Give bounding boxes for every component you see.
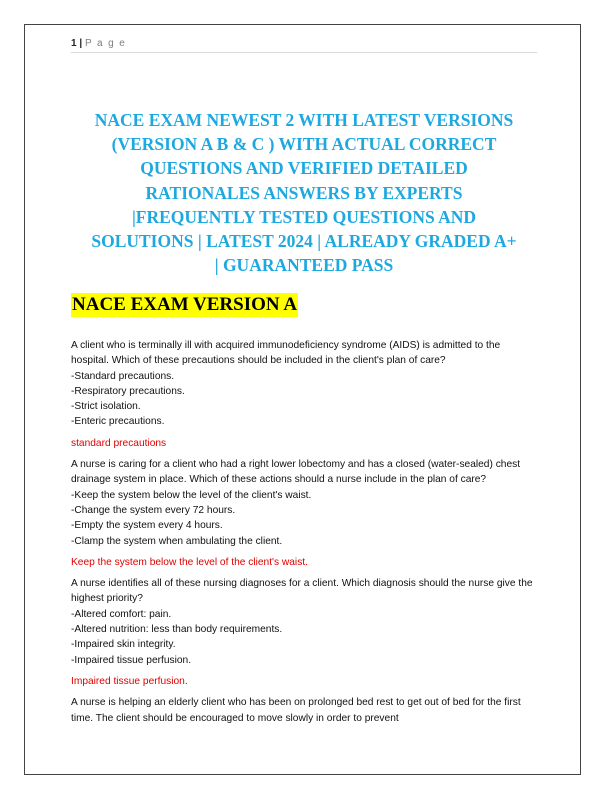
answer-option: -Standard precautions. — [71, 370, 175, 382]
question-stem: highest priority? — [71, 593, 143, 605]
correct-answer: Keep the system below the level of the client's waist. — [71, 556, 308, 568]
answer-option: -Respiratory precautions. — [71, 385, 185, 397]
page-label: P a g e — [84, 38, 127, 49]
title-line: |FREQUENTLY TESTED QUESTIONS AND — [131, 206, 477, 227]
correct-answer: standard precautions — [71, 437, 167, 449]
question-list — [71, 338, 541, 726]
answer-option: -Change the system every 72 hours. — [71, 504, 236, 516]
question-stem: A client who is terminally ill with acquired immunodeficiency syndrome (AIDS) is admitted to the — [71, 340, 501, 351]
question-stem: drainage system in place. Which of these actions should a nurse include in the plan of care? — [71, 474, 487, 486]
title-line: RATIONALES ANSWERS BY EXPERTS — [145, 182, 463, 203]
section-heading: NACE EXAM VERSION A — [72, 294, 298, 315]
question-block — [71, 576, 541, 695]
question-block — [71, 338, 541, 457]
question-stem: A nurse is helping an elderly client who has been on prolonged bed rest to get out of bed for the first — [71, 697, 521, 709]
answer-option: -Clamp the system when ambulating the client. — [71, 535, 283, 547]
header-rule — [71, 52, 537, 53]
title-line: (VERSION A B & C ) WITH ACTUAL CORRECT — [111, 134, 497, 155]
correct-answer: Impaired tissue perfusion. — [71, 675, 188, 687]
page-separator: | — [79, 38, 83, 49]
answer-option: -Impaired skin integrity. — [71, 639, 176, 651]
title-line: QUESTIONS AND VERIFIED DETAILED — [140, 158, 468, 179]
question-stem: A nurse identifies all of these nursing diagnoses for a client. Which diagnosis should the nurse give the — [71, 578, 533, 590]
document-title — [71, 108, 537, 277]
answer-option: -Empty the system every 4 hours. — [71, 520, 223, 532]
title-line: SOLUTIONS | LATEST 2024 | ALREADY GRADED A+ — [91, 231, 517, 252]
answer-option: -Strict isolation. — [71, 401, 141, 413]
answer-option: -Altered comfort: pain. — [71, 608, 172, 620]
question-stem: hospital. Which of these precautions should be included in the client's plan of care? — [71, 355, 446, 367]
answer-option: -Impaired tissue perfusion. — [71, 654, 192, 666]
page-number: 1 — [71, 38, 77, 49]
answer-option: -Altered nutrition: less than body requirements. — [71, 624, 283, 636]
question-block — [71, 457, 541, 576]
page-header — [71, 38, 537, 49]
question-stem: A nurse is caring for a client who had a right lower lobectomy and has a closed (water-sealed) chest — [71, 459, 521, 471]
answer-option: -Enteric precautions. — [71, 416, 165, 428]
title-line: NACE EXAM NEWEST 2 WITH LATEST VERSIONS — [94, 110, 514, 130]
answer-option: -Keep the system below the level of the client's waist. — [71, 489, 312, 501]
question-block — [71, 695, 541, 726]
title-line: | GUARANTEED PASS — [214, 255, 394, 276]
question-stem: time. The client should be encouraged to move slowly in order to prevent — [71, 712, 399, 724]
